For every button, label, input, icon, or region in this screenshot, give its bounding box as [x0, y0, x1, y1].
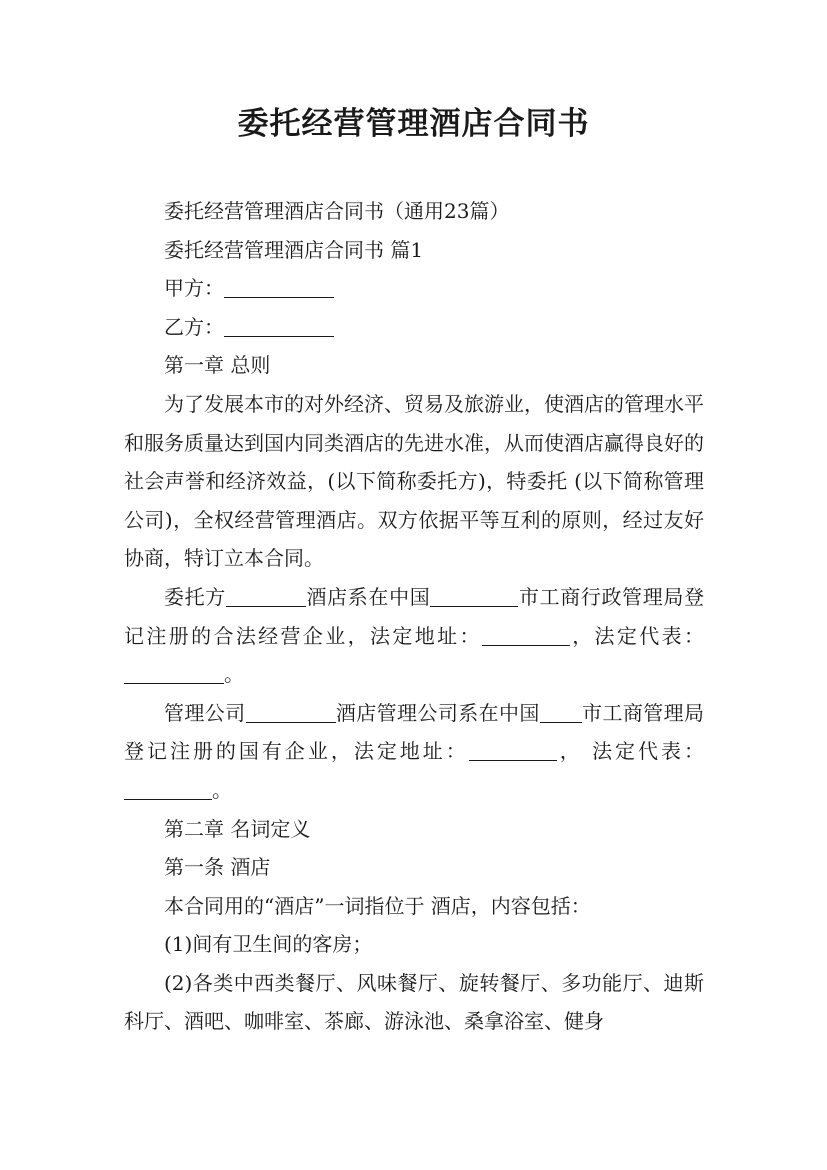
client-text-3: 市工商行政管理局登记注册的合法经营企业，法定地址：	[124, 584, 705, 648]
chapter-2-heading: 第二章 名词定义	[164, 816, 311, 841]
party-a-line	[124, 269, 704, 308]
list-item: (2)各类中西类餐厅、风味餐厅、旋转餐厅、多功能厅、迪斯科厅、酒吧、咖啡室、茶廊、游泳池、桑拿浴室、健身	[124, 970, 704, 1034]
article-1-heading: 第一条 酒店	[164, 855, 271, 880]
mgmt-text-1: 管理公司	[164, 700, 246, 725]
client-text-5: 。	[224, 662, 244, 687]
section-heading: 委托经营管理酒店合同书 篇1	[164, 237, 424, 262]
client-text-2: 酒店系在中国	[305, 584, 431, 609]
party-b-label: 乙方：	[164, 314, 224, 339]
client-paragraph	[124, 578, 704, 694]
client-rep-blank	[124, 662, 224, 684]
party-b-line	[124, 308, 704, 347]
subtitle: 委托经营管理酒店合同书（通用23篇）	[164, 199, 510, 223]
client-address-blank	[482, 624, 570, 646]
mgmt-city-blank	[540, 701, 582, 723]
mgmt-text-3: 市工商管理局登记注册的国有企业，法定地址：	[124, 700, 705, 764]
definition-paragraph: 本合同用的“酒店”一词指位于 酒店，内容包括：	[164, 893, 591, 918]
party-a-label: 甲方：	[164, 276, 224, 301]
mgmt-text-5: 。	[212, 777, 232, 802]
chapter-1-heading: 第一章 总则	[164, 353, 271, 378]
mgmt-rep-blank	[124, 778, 212, 800]
party-b-blank	[224, 315, 334, 337]
mgmt-text-4: ， 法定代表：	[556, 739, 705, 764]
list-item: (1)间有卫生间的客房；	[164, 932, 373, 957]
party-a-blank	[224, 276, 334, 298]
mgmt-name-blank	[246, 701, 336, 723]
client-text-1: 委托方	[164, 584, 226, 609]
document-body	[124, 192, 704, 1041]
intro-paragraph: 为了发展本市的对外经济、贸易及旅游业，使酒店的管理水平和服务质量达到国内同类酒店的先进水准，从而使酒店赢得良好的社会声誉和经济效益，(以下简称委托方)，特委托 (以下简称管理公司)，全权经营管理酒店。双方依据平等互利的原则，经过友好协商，特订立本合同。	[124, 391, 704, 571]
mgmt-text-2: 酒店管理公司系在中国	[335, 700, 540, 725]
document-title: 委托经营管理酒店合同书	[237, 106, 590, 142]
mgmt-address-blank	[469, 739, 557, 761]
client-city-blank	[430, 585, 518, 607]
management-paragraph	[124, 694, 704, 810]
client-text-4: ，法定代表：	[569, 623, 705, 648]
client-name-blank	[226, 585, 306, 607]
